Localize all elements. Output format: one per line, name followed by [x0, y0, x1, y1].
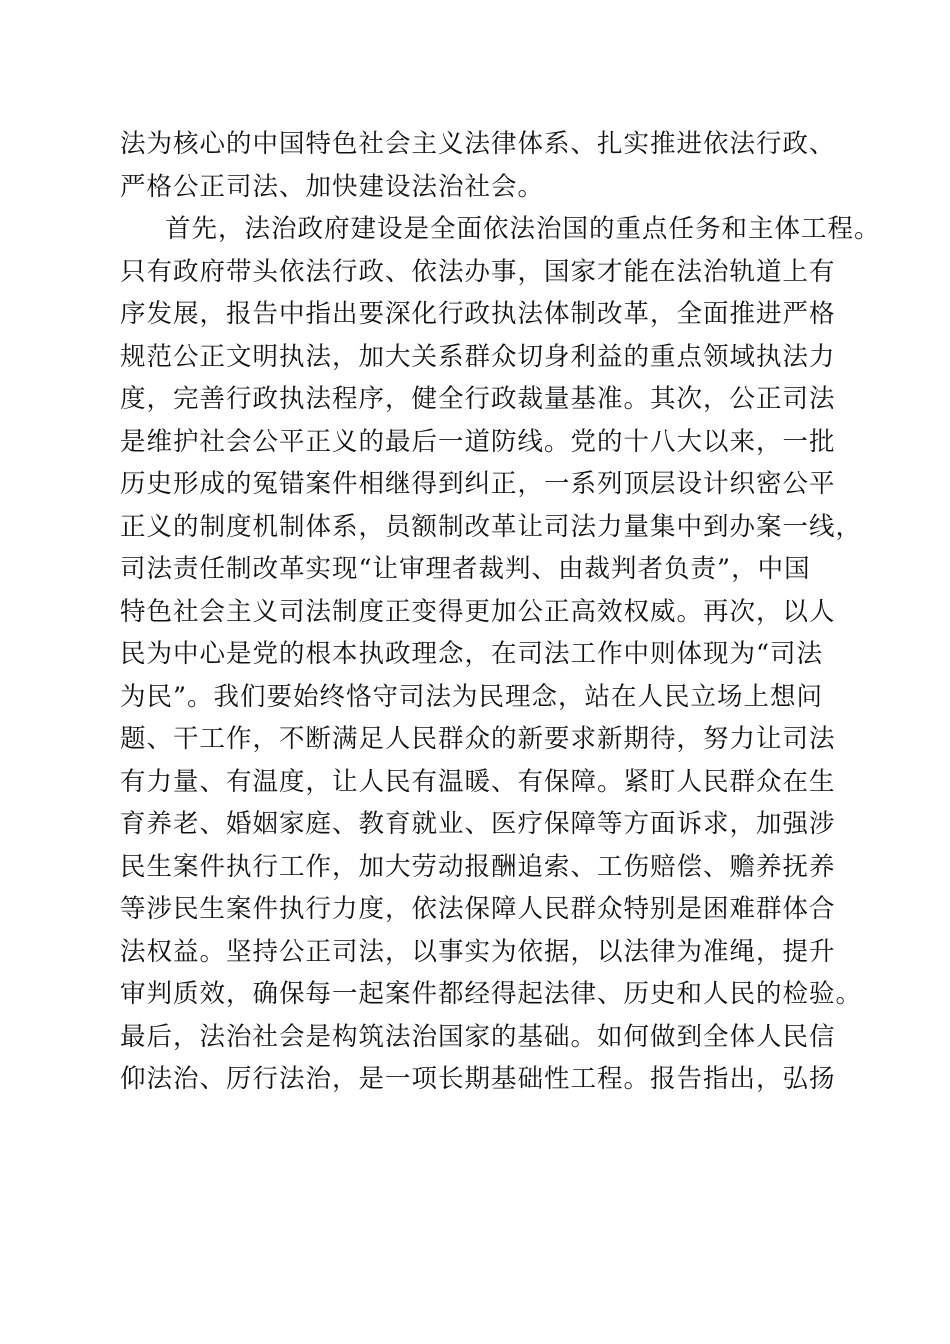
text-line: 法为核心的中国特色社会主义法律体系、扎实推进依法行政、 — [120, 129, 836, 159]
text-line: 仰法治、厉行法治，是一项长期基础性工程。报告指出，弘扬 — [120, 1064, 836, 1094]
text-line: 法权益。坚持公正司法，以事实为依据，以法律为准绳，提升 — [120, 936, 836, 967]
paragraph-start-line: 首先，法治政府建设是全面依法治国的重点任务和主体工程。 — [165, 214, 881, 244]
text-line: 民为中心是党的根本执政理念，在司法工作中则体现为“司法 — [120, 639, 824, 669]
text-line: 度，完善行政执法程序，健全行政裁量基准。其次，公正司法 — [120, 384, 836, 414]
text-line: 规范公正文明执法，加大关系群众切身利益的重点领域执法力 — [120, 341, 836, 372]
text-line: 最后，法治社会是构筑法治国家的基础。如何做到全体人民信 — [120, 1021, 836, 1052]
text-line: 为民”。我们要始终恪守司法为民理念，站在人民立场上想问 — [120, 681, 824, 712]
text-line: 特色社会主义司法制度正变得更加公正高效权威。再次，以人 — [120, 596, 836, 627]
text-line: 审判质效，确保每一起案件都经得起法律、历史和人民的检验。 — [120, 979, 863, 1009]
text-line: 历史形成的冤错案件相继得到纠正，一系列顶层设计织密公平 — [120, 469, 836, 499]
text-line: 等涉民生案件执行力度，依法保障人民群众特别是困难群体合 — [120, 894, 836, 924]
text-line: 题、干工作，不断满足人民群众的新要求新期待，努力让司法 — [120, 724, 836, 754]
text-line: 有力量、有温度，让人民有温暖、有保障。紧盯人民群众在生 — [120, 766, 836, 797]
text-line: 只有政府带头依法行政、依法办事，国家才能在法治轨道上有 — [120, 256, 836, 287]
text-line: 民生案件执行工作，加大劳动报酬追索、工伤赔偿、赡养抚养 — [120, 851, 836, 882]
body-text — [120, 123, 881, 1101]
text-line: 序发展，报告中指出要深化行政执法体制改革，全面推进严格 — [120, 299, 836, 329]
text-line: 是维护社会公平正义的最后一道防线。党的十八大以来，一批 — [120, 426, 836, 457]
text-line: 育养老、婚姻家庭、教育就业、医疗保障等方面诉求，加强涉 — [120, 809, 836, 839]
text-line: 正义的制度机制体系，员额制改革让司法力量集中到办案一线， — [120, 511, 863, 542]
text-line: 严格公正司法、加快建设法治社会。 — [120, 171, 545, 202]
text-line: 司法责任制改革实现“让审理者裁判、由裁判者负责”，中国 — [120, 554, 811, 584]
